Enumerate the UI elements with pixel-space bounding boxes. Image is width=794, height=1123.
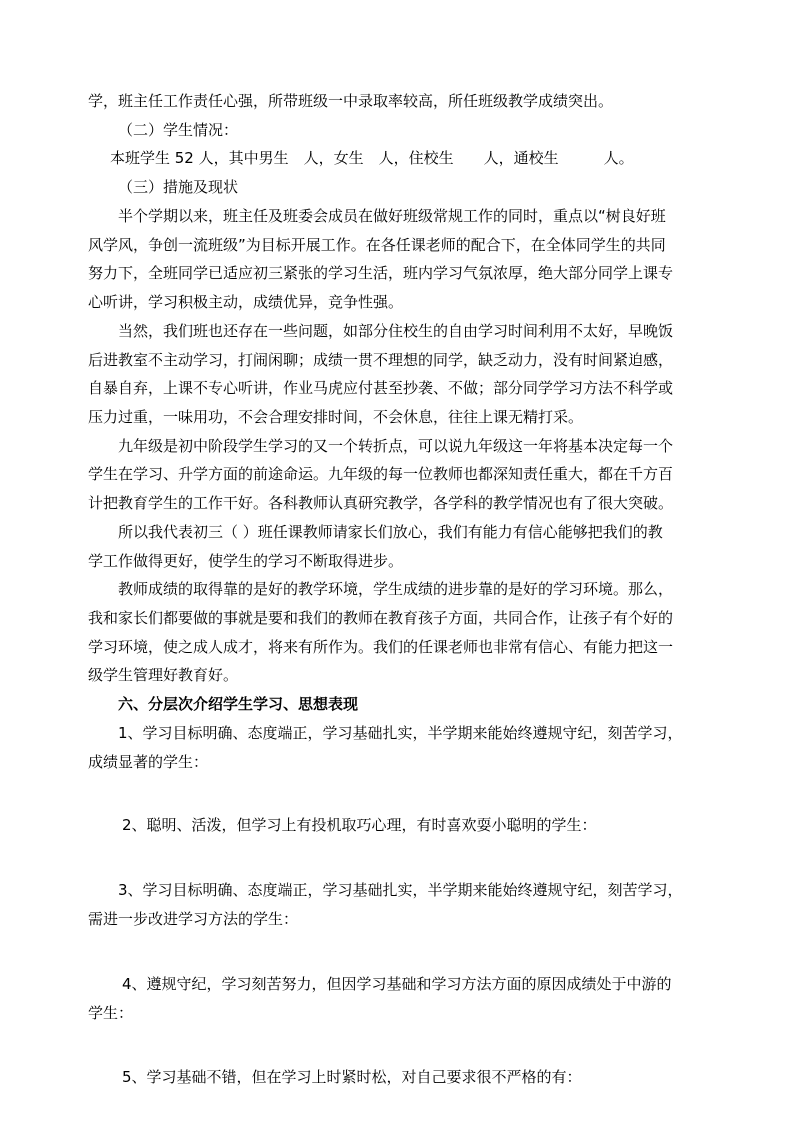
text-line: 心听讲，学习积极主动，成绩优异，竞争性强。 — [88, 293, 404, 311]
text-line: 计把教育学生的工作干好。各科教师认真研究教学，各学科的教学情况也有了很大突破。 — [88, 494, 674, 512]
text-line: 风学风，争创一流班级”为目标开展工作。在各任课老师的配合下，在全体同学生的共同 — [88, 236, 666, 254]
text-line: 学工作做得更好，使学生的学习不断取得进步。 — [88, 552, 404, 570]
text-line: 所以我代表初三（ ）班任课教师请家长们放心，我们有能力有信心能够把我们的教 — [118, 523, 663, 541]
list-item-text: 学生： — [88, 1004, 134, 1022]
text-line: 九年级是初中阶段学生学习的又一个转折点，可以说九年级这一年将基本决定每一个 — [118, 437, 674, 455]
text-line: 努力下，全班同学已适应初三紧张的学习生活，班内学习气氛浓厚，绝大部分同学上课专 — [88, 264, 674, 282]
section-title: 六、分层次介绍学生学习、思想表现 — [118, 695, 359, 713]
text-line: 本班学生 52 人，其中男生 人，女生 人，住校生 人，通校生 人。 — [110, 149, 634, 167]
text-line: 自暴自弃，上课不专心听讲，作业马虎应付甚至抄袭、不做；部分同学学习方法不科学或 — [88, 379, 674, 397]
text-line: 我和家长们都要做的事就是要和我们的教师在教育孩子方面，共同合作，让孩子有个好的 — [88, 609, 674, 627]
text-line: 当然，我们班也还存在一些问题，如部分住校生的自由学习时间利用不太好，早晚饭 — [118, 322, 674, 340]
text-line: 压力过重，一味用功，不会合理安排时间，不会休息，往往上课无精打采。 — [88, 408, 584, 426]
list-item-text: 需进一步改进学习方法的学生： — [88, 910, 299, 928]
list-item-text: 成绩显著的学生： — [88, 753, 209, 771]
text-line: 学生在学习、升学方面的前途命运。九年级的每一位教师也都深知责任重大，都在千方百 — [88, 465, 674, 483]
section-heading: （三）措施及现状 — [118, 178, 239, 196]
list-item-text: 2、聪明、活泼，但学习上有投机取巧心理，有时喜欢耍小聪明的学生： — [122, 816, 597, 834]
list-item-text: 1、学习目标明确、态度端正，学习基础扎实，半学期来能始终遵规守纪，刻苦学习， — [118, 724, 683, 742]
text-line: 后进教室不主动学习，打闹闲聊；成绩一贯不理想的同学，缺乏动力，没有时间紧迫感， — [88, 351, 674, 369]
text-line: 学习环境，使之成人成才，将来有所作为。我们的任课老师也非常有信心、有能力把这一 — [88, 638, 674, 656]
list-item-text: 4、遵规守纪，学习刻苦努力，但因学习基础和学习方法方面的原因成绩处于中游的 — [122, 975, 672, 993]
text-line: 教师成绩的取得靠的是好的教学环境，学生成绩的进步靠的是好的学习环境。那么， — [118, 580, 674, 598]
list-item-text: 3、学习目标明确、态度端正，学习基础扎实，半学期来能始终遵规守纪，刻苦学习， — [118, 881, 683, 899]
text-line: 学，班主任工作责任心强，所带班级一中录取率较高，所任班级教学成绩突出。 — [88, 92, 614, 110]
text-line: 级学生管理好教育好。 — [88, 666, 239, 684]
list-item-text: 5、学习基础不错，但在学习上时紧时松，对自己要求很不严格的有： — [122, 1068, 582, 1086]
text-line: 半个学期以来，班主任及班委会成员在做好班级常规工作的同时，重点以“树良好班 — [118, 207, 666, 225]
section-heading: （二）学生情况： — [118, 121, 239, 139]
